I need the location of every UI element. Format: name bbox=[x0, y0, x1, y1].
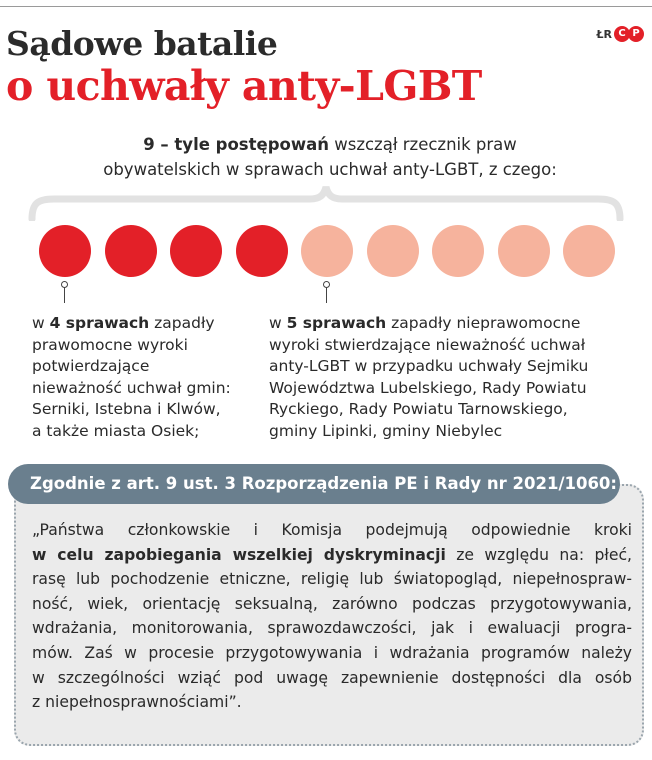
intro-bold-lead: 9 – tyle postępowań bbox=[143, 135, 329, 154]
author-initials: ŁR bbox=[596, 27, 612, 41]
right-note-line: wyroki stwierdzające nieważność uchwał bbox=[269, 335, 586, 354]
final-case-circle bbox=[170, 225, 222, 277]
nonfinal-case-circle bbox=[432, 225, 484, 277]
right-note-line: Województwa Lubelskiego, Rady Powiatu bbox=[269, 378, 587, 397]
left-note-line: a także miasta Osiek; bbox=[32, 421, 200, 440]
quote-line: ność, wiek, orientację seksualną, zarówno podczas przygotowywania, bbox=[32, 594, 632, 613]
right-note-line1-rest: zapadły nieprawomocne bbox=[386, 314, 581, 332]
left-note-line1-rest: zapadły bbox=[149, 314, 215, 332]
right-note-line: gminy Lipinki, gminy Niebylec bbox=[269, 421, 503, 440]
final-case-circle bbox=[105, 225, 157, 277]
left-note-bold: 4 sprawach bbox=[49, 314, 150, 332]
top-rule bbox=[0, 6, 652, 7]
intro-line2: obywatelskich w sprawach uchwał anty-LGBT, z czego: bbox=[103, 160, 557, 179]
quote-line: w szczególności wziąć pod uwagę zapewnienie dostępności dla osób bbox=[32, 668, 632, 687]
nonfinal-case-circle bbox=[498, 225, 550, 277]
regulation-heading: Zgodnie z art. 9 ust. 3 Rozporządzenia PE i Rady nr 2021/1060: bbox=[8, 464, 620, 504]
right-pin-head bbox=[323, 281, 330, 288]
title-line-1: Sądowe batalie bbox=[6, 24, 278, 63]
left-note-prefix: w bbox=[32, 314, 50, 332]
left-note-line: prawomocne wyroki bbox=[32, 335, 188, 354]
curly-brace-icon bbox=[28, 185, 624, 221]
right-note-line: Ryckiego, Rady Powiatu Tarnowskiego, bbox=[269, 400, 568, 418]
regulation-quote-text bbox=[32, 518, 632, 715]
nonfinal-case-circle bbox=[367, 225, 419, 277]
right-note-prefix: w bbox=[269, 314, 287, 332]
quote-last-line: z niepełnosprawnościami”. bbox=[32, 693, 242, 712]
left-note-line: Serniki, Istebna i Klwów, bbox=[32, 400, 221, 418]
quote-line: wdrażania, monitorowania, sprawozdawczości, jak i ewaluacji progra- bbox=[32, 619, 632, 638]
right-note-bold: 5 sprawach bbox=[286, 314, 387, 332]
quote-line2-rest: ze względu na: płeć, bbox=[445, 545, 632, 564]
title-line-2: o uchwały anty-LGBT bbox=[6, 62, 482, 110]
final-case-circle bbox=[236, 225, 288, 277]
quote-bold-phrase: w celu zapobiegania wszelkiej dyskryminacji bbox=[32, 545, 446, 564]
right-note bbox=[269, 313, 588, 442]
quote-line: mów. Zaś w procesie przygotowywania i wdrażania programów należy bbox=[32, 643, 632, 662]
logo-letter-p: P bbox=[628, 26, 644, 42]
final-case-circle bbox=[39, 225, 91, 277]
right-note-line: anty-LGBT w przypadku uchwały Sejmiku bbox=[269, 357, 589, 375]
intro-line1-rest: wszczął rzecznik praw bbox=[328, 135, 517, 154]
publisher-logo-icon bbox=[616, 26, 644, 42]
nonfinal-case-circle bbox=[301, 225, 353, 277]
left-note-line: nieważność uchwał gmin: bbox=[32, 378, 231, 397]
logo-letter-c: C bbox=[614, 26, 630, 42]
quote-line: „Państwa członkowskie i Komisja podejmują odpowiednie kroki bbox=[32, 521, 632, 539]
left-pin-head bbox=[61, 281, 68, 288]
nonfinal-case-circle bbox=[563, 225, 615, 277]
left-note bbox=[32, 313, 231, 442]
quote-line: rasę lub pochodzenie etniczne, religię lub światopogląd, niepełnospraw- bbox=[32, 570, 632, 589]
left-note-line: potwierdzające bbox=[32, 357, 150, 375]
credit bbox=[596, 26, 644, 42]
intro-text bbox=[60, 132, 600, 182]
